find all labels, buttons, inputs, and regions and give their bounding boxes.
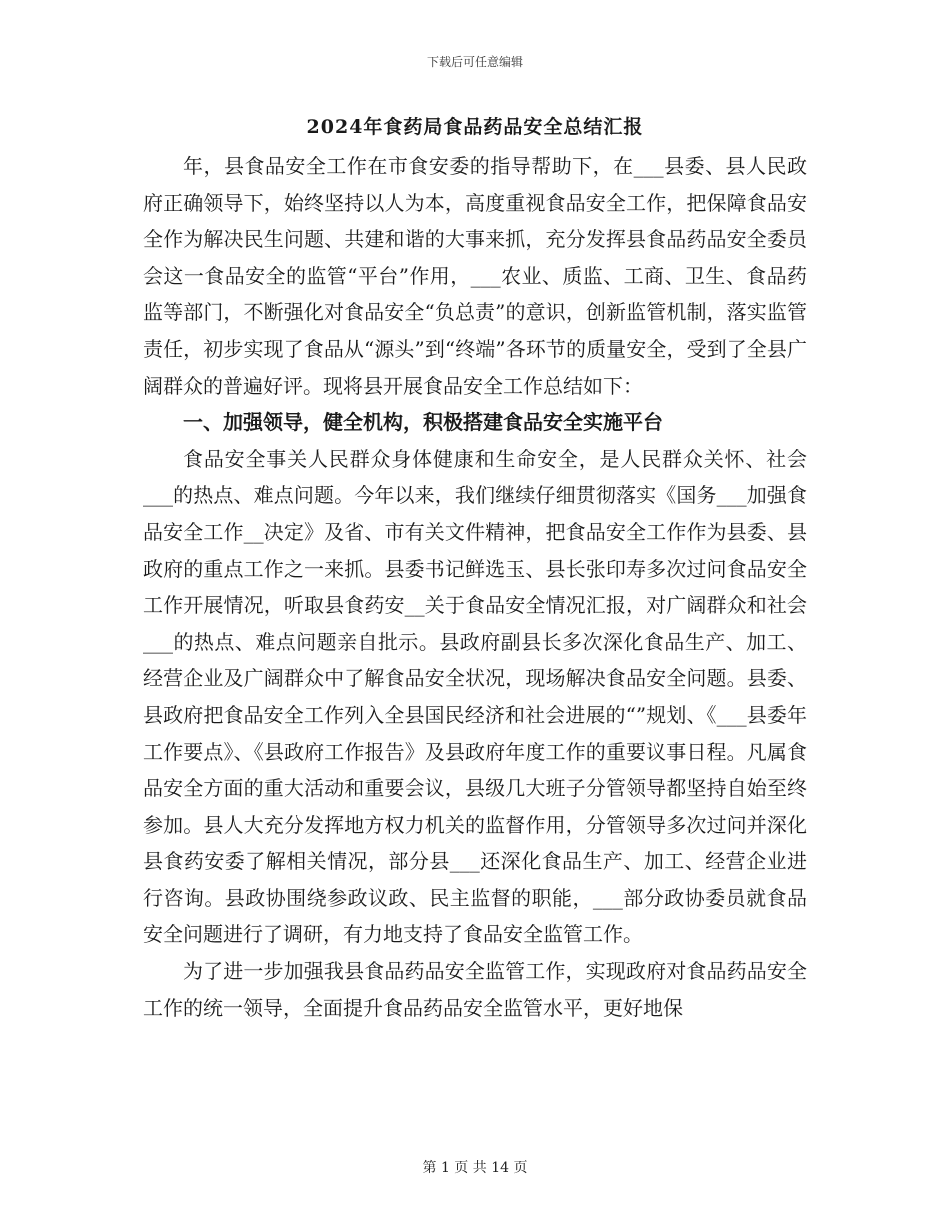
section-heading-1: 一、加强领导，健全机构，积极搭建食品安全实施平台 bbox=[183, 410, 663, 435]
page-footer: 第 1 页 共 14 页 bbox=[422, 1160, 528, 1176]
paragraph-intro: 年，县食品安全工作在市食安委的指导帮助下，在___县委、县人民政府正确领导下，始终坚持以人为本，高度重视食品安全工作，把保障食品安全作为解决民生问题、共建和谐的大事来抓，充分发挥县食品药品安全委员会这一食品安全的监管“平台”作用，___农业、质监、工商、卫生、食品药监等部门，不断强化对食品安全“负总责”的意识，创新监管机制，落实监管责任，初步实现了食品从“源头”到“终端”各环节的质量安全，受到了全县广阔群众的普遍好评。现将县开展食品安全工作总结如下： bbox=[143, 154, 807, 398]
document-body bbox=[143, 148, 807, 1026]
paragraph-leadership: 食品安全事关人民群众身体健康和生命安全，是人民群众关怀、社会___的热点、难点问题。今年以来，我们继续仔细贯彻落实《国务___加强食品安全工作__决定》及省、市有关文件精神，把食品安全工作作为县委、县政府的重点工作之一来抓。县委书记鲜选玉、县长张印寿多次过问食品安全工作开展情况，听取县食药安__关于食品安全情况汇报，对广阔群众和社会___的热点、难点问题亲自批示。县政府副县长多次深化食品生产、加工、经营企业及广阔群众中了解食品安全状况，现场解决食品安全问题。县委、县政府把食品安全工作列入全县国民经济和社会进展的“”规划、《___县委年工作要点》、《县政府工作报告》及县政府年度工作的重要议事日程。凡属食品安全方面的重大活动和重要会议，县级几大班子分管领导都坚持自始至终参加。县人大充分发挥地方权力机关的监督作用，分管领导多次过问并深化县食药安委了解相关情况，部分县___还深化食品生产、加工、经营企业进行咨询。县政协围绕参政议政、民主监督的职能，___部分政协委员就食品安全问题进行了调研，有力地支持了食品安全监管工作。 bbox=[143, 446, 807, 947]
document-title: 2024年食药局食品药品安全总结汇报 bbox=[306, 116, 644, 138]
header-note: 下载后可任意编辑 bbox=[426, 55, 523, 69]
paragraph-continuation: 为了进一步加强我县食品药品安全监管工作，实现政府对食品药品安全工作的统一领导，全面提升食品药品安全监管水平，更好地保 bbox=[143, 959, 807, 1020]
